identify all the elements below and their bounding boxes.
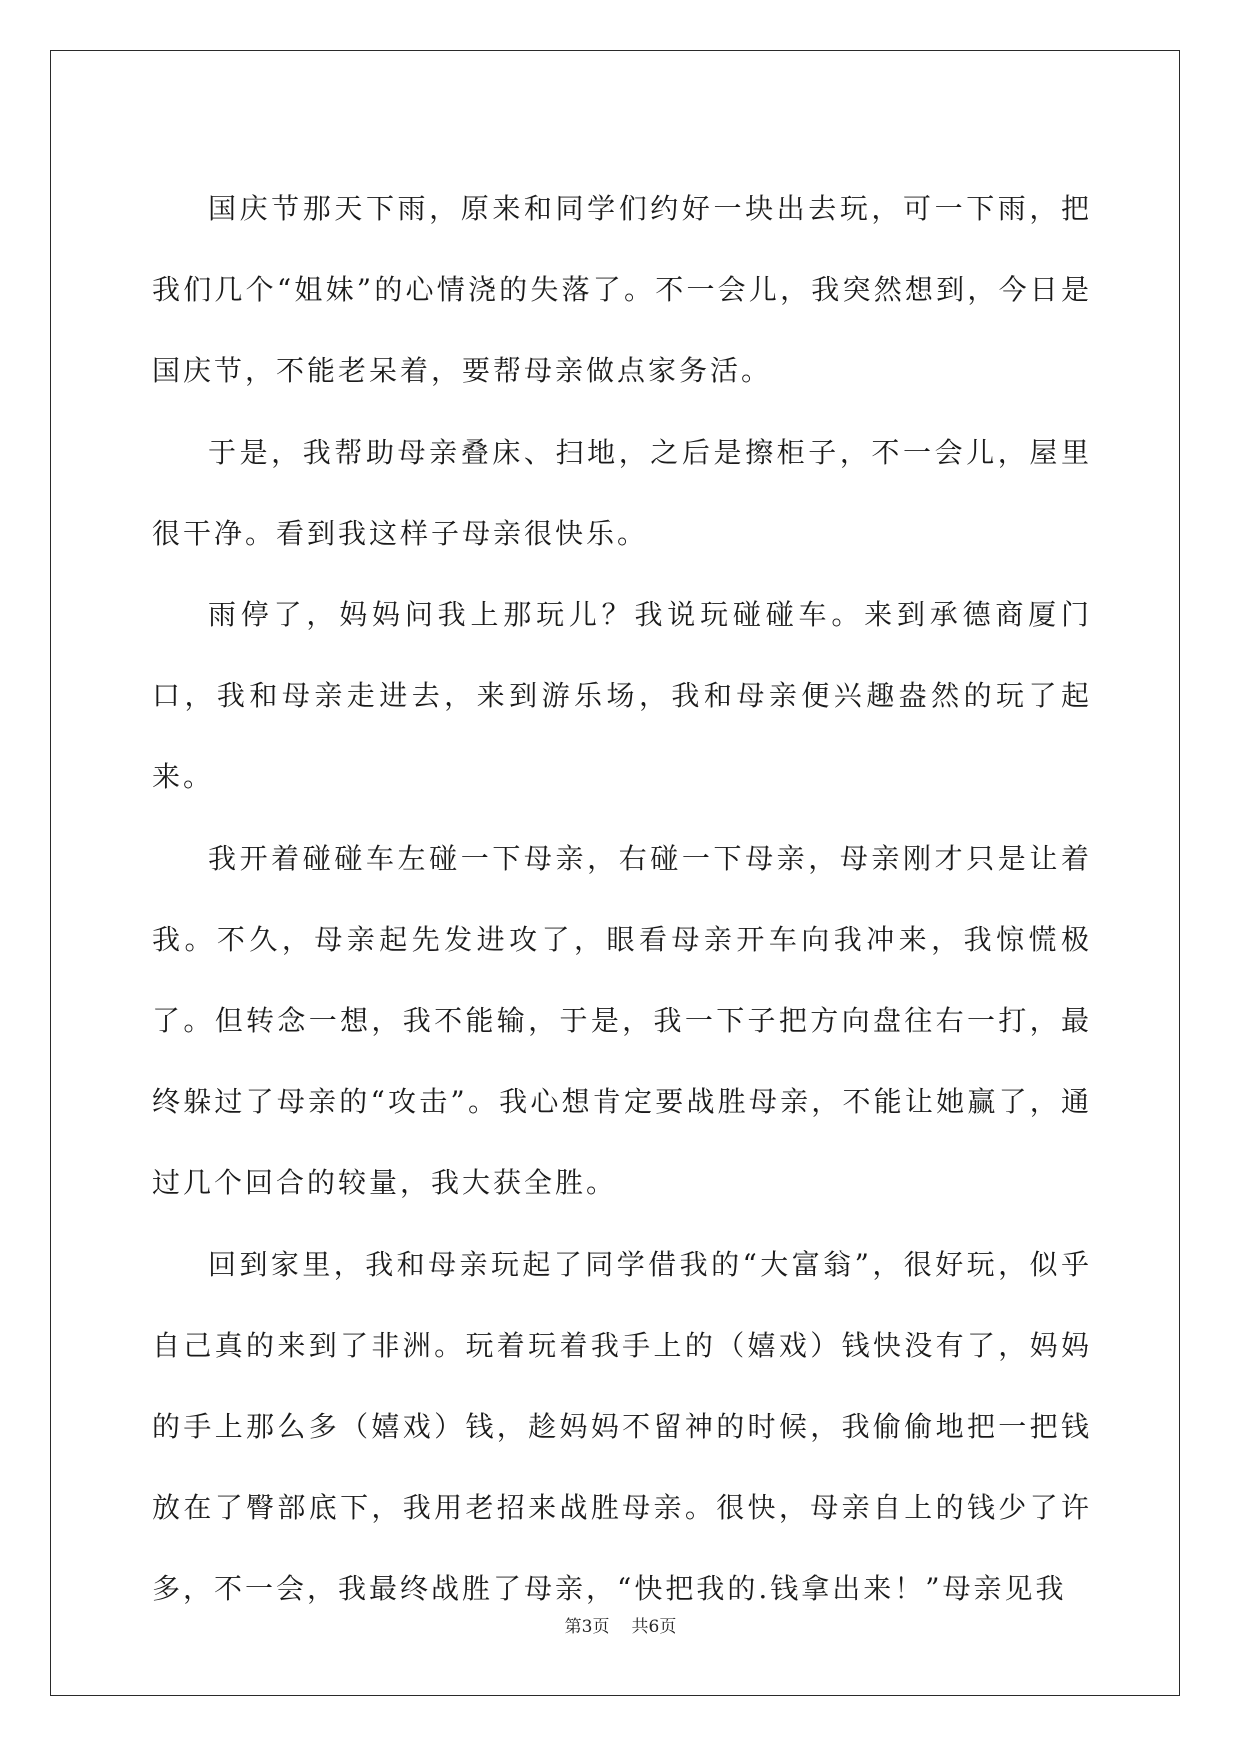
paragraph: 回到家里，我和母亲玩起了同学借我的“大富翁”，很好玩，似乎自己真的来到了非洲。玩着玩着我手上的（嬉戏）钱快没有了，妈妈的手上那么多（嬉戏）钱，趁妈妈不留神的时候，我偷偷地把一把钱放在了臀部底下，我用老招来战胜母亲。很快，母亲自上的钱少了许多，不一会，我最终战胜了母亲，“快把我的.钱拿出来！”母亲见我 bbox=[152, 1247, 1092, 1606]
page-total: 共6页 bbox=[631, 1617, 677, 1637]
document-body bbox=[152, 168, 1092, 1630]
page-number: 第3页 bbox=[564, 1617, 610, 1637]
paragraph: 国庆节那天下雨，原来和同学们约好一块出去玩，可一下雨，把我们几个“姐妹”的心情浇的失落了。不一会儿，我突然想到，今日是国庆节，不能老呆着，要帮母亲做点家务活。 bbox=[152, 192, 1092, 388]
paragraph: 雨停了，妈妈问我上那玩儿？我说玩碰碰车。来到承德商厦门口，我和母亲走进去，来到游乐场，我和母亲便兴趣盎然的玩了起来。 bbox=[152, 598, 1092, 794]
paragraph: 于是，我帮助母亲叠床、扫地，之后是擦柜子，不一会儿，屋里很干净。看到我这样子母亲很快乐。 bbox=[152, 435, 1092, 550]
page-footer bbox=[0, 1617, 1241, 1637]
paragraph: 我开着碰碰车左碰一下母亲，右碰一下母亲，母亲刚才只是让着我。不久，母亲起先发进攻了，眼看母亲开车向我冲来，我惊慌极了。但转念一想，我不能输，于是，我一下子把方向盘往右一打，最终躲过了母亲的“攻击”。我心想肯定要战胜母亲，不能让她赢了，通过几个回合的较量，我大获全胜。 bbox=[152, 841, 1092, 1200]
